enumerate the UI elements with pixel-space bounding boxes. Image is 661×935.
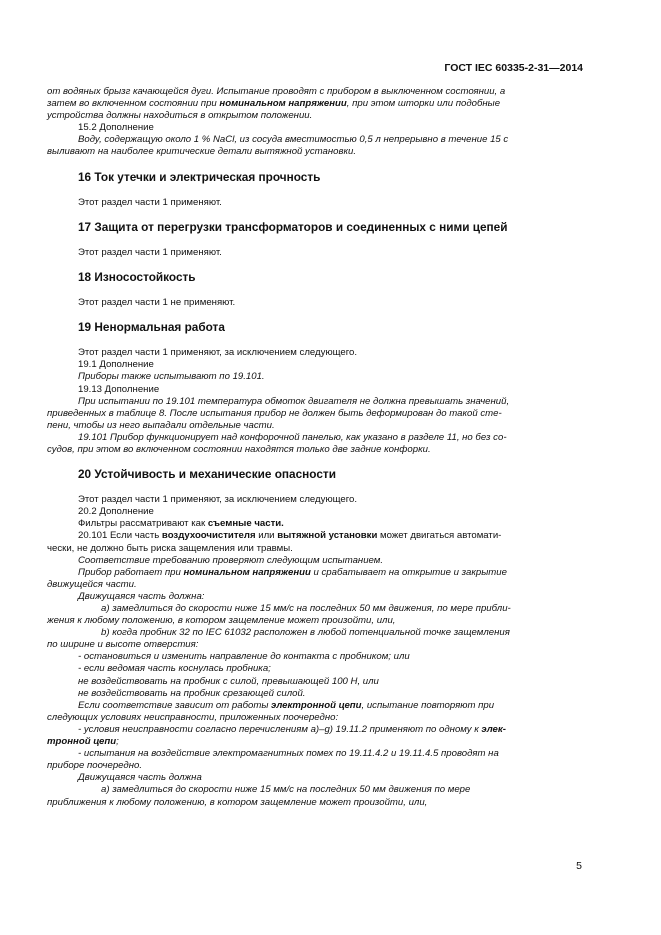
text-run: - условия неисправности согласно перечислениям а)–g) 19.11.2 применяют по одному к [78,723,482,735]
text-run: 20.101 Если часть [78,530,162,542]
text-run: , при этом шторки или подобные [346,98,501,110]
body-line: выливают на наиболее критические детали вытяжной установки. [47,146,357,158]
body-line: движущейся части. [47,578,137,590]
clause-heading: 15.2 Дополнение [78,122,154,134]
body-line: 19.101 Прибор функционирует над конфорочной панелью, как указано в разделе 11, но без со- [78,431,507,443]
body-line [47,530,583,542]
text-run: Прибор работает при [78,566,184,578]
body-line: Приборы также испытывают по 19.101. [78,371,265,383]
text-run: , испытание повторяют при [361,699,495,711]
section-text-17: Этот раздел части 1 применяют. [78,246,222,258]
body-line: Движущаяся часть должна [78,772,202,784]
page-header-standard: ГОСТ IEC 60335-2-31—2014 [444,62,583,74]
body-line: Этот раздел части 1 применяют, за исключением следующего. [78,347,358,359]
body-line: а) замедлиться до скорости ниже 15 мм/с на последних 50 мм движения по мере [101,784,471,796]
body-line: При испытании по 19.101 температура обмоток двигателя не должна превышать значений, [78,395,510,407]
clause-heading: 20.2 Дополнение [78,506,154,518]
term-rated-voltage: номинальном напряжении [219,98,347,110]
section-title-18: 18 Износостойкость [78,269,196,284]
text-run: Если соответствие зависит от работы [78,699,272,711]
term-electronic-circuit: элек- [481,723,506,735]
text-run: может двигаться автомати- [377,530,502,542]
list-item [47,724,583,736]
text-run: и срабатывает на открытие и закрытие [310,566,507,578]
term-air-cleaner: воздухоочистителя [161,530,256,542]
body-line [47,518,583,530]
body-line [47,567,583,579]
body-line: по ширине и высоте отверстия: [47,639,199,651]
section-text-16: Этот раздел части 1 применяют. [78,196,222,208]
section-title-20: 20 Устойчивость и механические опасности [78,467,336,482]
body-line: Соответствие требованию проверяют следующим испытанием. [78,554,384,566]
term-range-hood: вытяжной установки [277,530,378,542]
body-line: устройства должны находиться в открытом положении. [47,110,313,122]
text-run: ; [116,736,119,748]
body-line [47,736,583,748]
body-line: b) когда пробник 32 по IEC 61032 расположен в любой потенциальной точке защемления [101,627,510,639]
list-item: не воздействовать на пробник срезающей силой. [78,687,306,699]
term-electronic-circuit: электронной цепи [271,699,362,711]
body-line: чески, не должно быть риска защемления или травмы. [47,542,293,554]
term-electronic-circuit: тронной цепи [47,736,117,748]
section-title-17: 17 Защита от перегрузки трансформаторов и соединенных с ними цепей [78,219,508,234]
body-line [47,98,583,110]
term-removable-parts: съемные части. [207,518,284,530]
list-item: не воздействовать на пробник с силой, превышающей 100 Н, или [78,675,379,687]
text-run: или [255,530,278,542]
body-line: приведенных в таблице 8. После испытания прибор не должен быть деформирован до такой сте- [47,407,502,419]
body-line: пени, чтобы из него выпадали отдельные части. [47,419,275,431]
body-line: Этот раздел части 1 применяют, за исключением следующего. [78,494,358,506]
list-item: - если ведомая часть коснулась пробника; [78,663,271,675]
text-run: Фильтры рассматривают как [78,518,208,530]
body-line: приближения к любому положению, в котором защемление может произойти, или, [47,796,428,808]
term-rated-voltage: номинальном напряжении [183,566,311,578]
body-line [47,700,583,712]
section-title-16: 16 Ток утечки и электрическая прочность [78,169,321,184]
body-line: судов, при этом во включенном состоянии находятся только две задние конфорки. [47,443,431,455]
list-item: - испытания на воздействие электромагнитных помех по 19.11.4.2 и 19.11.4.5 проводят на [78,748,499,760]
body-line: Воду, содержащую около 1 % NaCl, из сосуда вместимостью 0,5 л непрерывно в течение 15 с [78,134,509,146]
body-line: жения к любому положению, в котором защемление может произойти, или, [47,615,396,627]
section-text-18: Этот раздел части 1 не применяют. [78,297,236,309]
clause-heading: 19.13 Дополнение [78,383,160,395]
body-line: следующих условиях неисправности, приложенных поочередно: [47,711,339,723]
list-item: - остановиться и изменить направление до контакта с пробником; или [78,651,410,663]
body-line: Движущаяся часть должна: [78,590,205,602]
body-line: а) замедлиться до скорости ниже 15 мм/с на последних 50 мм движения, по мере прибли- [101,603,511,614]
text-run: затем во включенном состоянии при [47,98,220,110]
body-line: приборе поочередно. [47,760,142,772]
section-title-19: 19 Ненормальная работа [78,320,225,335]
document-body [47,86,583,809]
page-number: 5 [576,860,582,872]
clause-heading: 19.1 Дополнение [78,359,154,371]
body-line: от водяных брызг качающейся дуги. Испытание проводят с прибором в выключенном состоянии, а [47,86,506,97]
